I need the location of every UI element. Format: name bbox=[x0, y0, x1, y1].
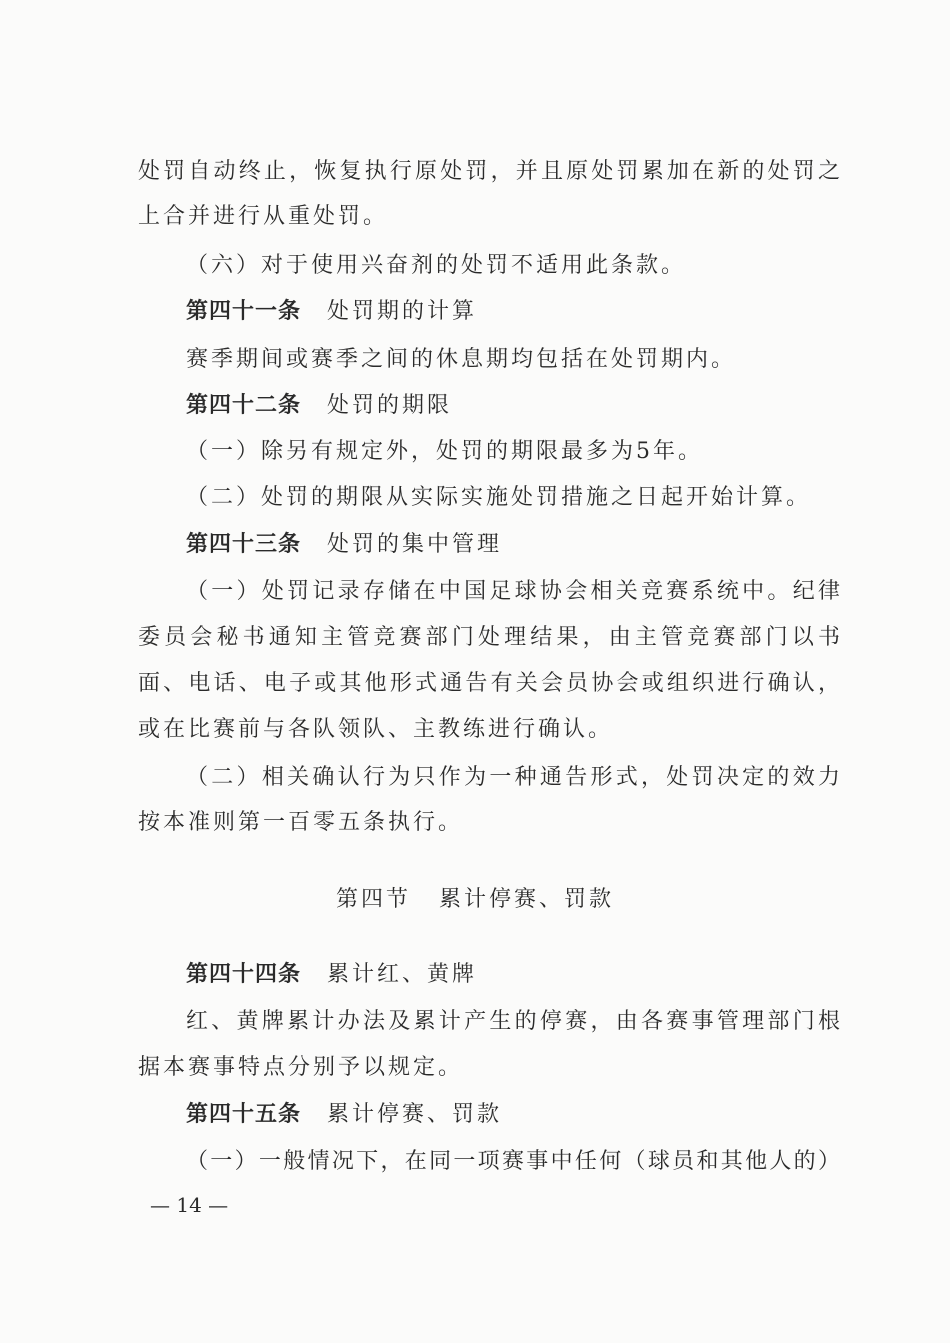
section-title: 累计停赛、罚款 bbox=[439, 887, 615, 912]
article-title: 处罚期的计算 bbox=[327, 299, 478, 324]
article-title: 处罚的集中管理 bbox=[327, 532, 503, 557]
paragraph-line: （一）一般情况下，在同一项赛事中任何（球员和其他人的） bbox=[186, 1149, 840, 1174]
paragraph-line: 或在比赛前与各队领队、主教练进行确认。 bbox=[138, 717, 614, 742]
article-heading bbox=[186, 392, 452, 420]
section-number: 第四节 bbox=[335, 887, 411, 912]
paragraph-line: 上合并进行从重处罚。 bbox=[138, 204, 389, 229]
article-number: 第四十二条 bbox=[186, 393, 302, 418]
article-title: 累计停赛、罚款 bbox=[327, 1102, 503, 1127]
article-heading bbox=[186, 1101, 502, 1129]
article-heading bbox=[186, 298, 477, 326]
paragraph-line: 据本赛事特点分别予以规定。 bbox=[138, 1055, 464, 1080]
paragraph-line: 红、黄牌累计办法及累计产生的停赛，由各赛事管理部门根 bbox=[186, 1009, 840, 1034]
paragraph-line: （一）处罚记录存储在中国足球协会相关竞赛系统中。纪律 bbox=[186, 579, 840, 604]
paragraph-line: 处罚自动终止，恢复执行原处罚，并且原处罚累加在新的处罚之 bbox=[138, 159, 840, 184]
article-number: 第四十三条 bbox=[186, 532, 302, 557]
section-heading bbox=[0, 886, 950, 914]
article-number: 第四十四条 bbox=[186, 962, 302, 987]
article-heading bbox=[186, 531, 502, 559]
article-title: 处罚的期限 bbox=[327, 393, 453, 418]
article-number: 第四十一条 bbox=[186, 299, 302, 324]
article-title: 累计红、黄牌 bbox=[327, 962, 478, 987]
paragraph-line: （二）处罚的期限从实际实施处罚措施之日起开始计算。 bbox=[186, 485, 812, 510]
paragraph-line: （一）除另有规定外，处罚的期限最多为5年。 bbox=[186, 439, 703, 464]
paragraph-line: 委员会秘书通知主管竞赛部门处理结果，由主管竞赛部门以书 bbox=[138, 625, 840, 650]
paragraph-line: 面、电话、电子或其他形式通告有关会员协会或组织进行确认， bbox=[138, 671, 840, 696]
paragraph-line: 赛季期间或赛季之间的休息期均包括在处罚期内。 bbox=[186, 347, 737, 372]
article-heading bbox=[186, 961, 477, 989]
paragraph-line: （二）相关确认行为只作为一种通告形式，处罚决定的效力 bbox=[186, 765, 840, 790]
article-number: 第四十五条 bbox=[186, 1102, 302, 1127]
page-number: — 14 — bbox=[150, 1193, 229, 1217]
paragraph-line: 按本准则第一百零五条执行。 bbox=[138, 810, 464, 835]
paragraph-line: （六）对于使用兴奋剂的处罚不适用此条款。 bbox=[186, 253, 687, 278]
